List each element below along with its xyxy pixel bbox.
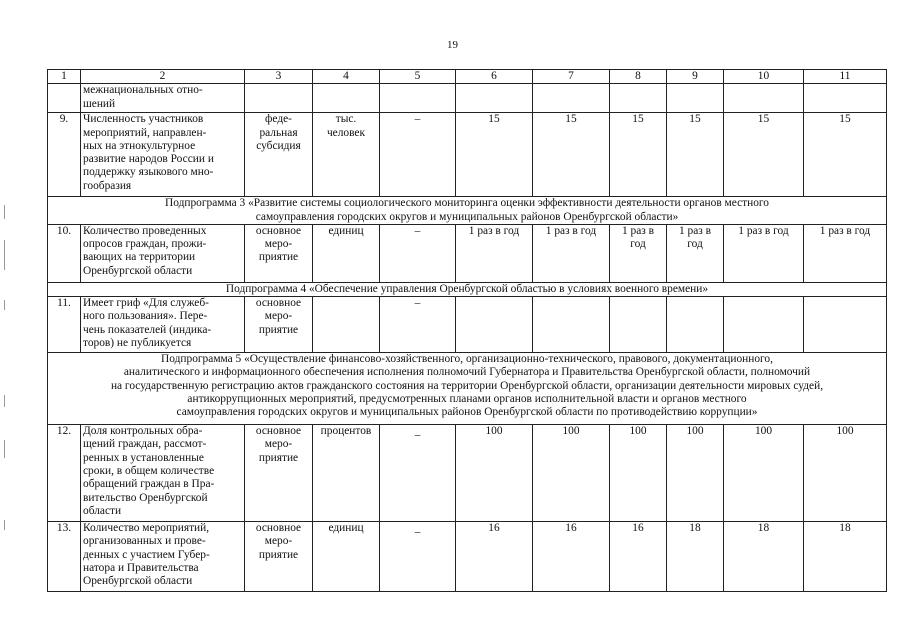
value-cell: 15 xyxy=(667,113,724,197)
base-value-cell: – xyxy=(380,224,456,282)
value-cell: 15 xyxy=(804,113,887,197)
header-cell: 11 xyxy=(804,70,887,84)
header-cell: 10 xyxy=(724,70,804,84)
value-cell: 15 xyxy=(533,113,610,197)
table-row xyxy=(48,113,887,197)
base-value-cell: – xyxy=(380,113,456,197)
value-cell: 100 xyxy=(667,425,724,522)
value-cell: 100 xyxy=(724,425,804,522)
source-cell: основное меро- приятие xyxy=(245,425,313,522)
value-cell: 1 раз в год xyxy=(456,224,533,282)
scan-margin-marks xyxy=(4,0,7,640)
value-cell: 100 xyxy=(456,425,533,522)
unit-cell xyxy=(313,297,380,353)
table-row xyxy=(48,84,887,113)
header-cell: 8 xyxy=(610,70,667,84)
header-cell: 3 xyxy=(245,70,313,84)
header-cell: 7 xyxy=(533,70,610,84)
value-cell: 16 xyxy=(456,522,533,592)
row-number: 9. xyxy=(48,113,81,197)
source-cell: основное меро- приятие xyxy=(245,522,313,592)
value-cell: 15 xyxy=(724,113,804,197)
header-cell: 4 xyxy=(313,70,380,84)
value-cell: 1 раз в год xyxy=(724,224,804,282)
value-cell: 100 xyxy=(804,425,887,522)
source-cell: основное меро- приятие xyxy=(245,297,313,353)
source-cell: основное меро- приятие xyxy=(245,224,313,282)
value-cell: 15 xyxy=(610,113,667,197)
value-cell: 1 раз в год xyxy=(533,224,610,282)
value-cell: 100 xyxy=(610,425,667,522)
indicator-name: межнациональных отно- шений xyxy=(81,84,245,113)
row-number: 13. xyxy=(48,522,81,592)
source-cell: феде- ральная субсидия xyxy=(245,113,313,197)
subprogram-title: Подпрограмма 3 «Развитие системы социологического мониторинга оценки эффективности деятельности органов местного самоуправления городских округов и муниципальных районов Оренбургской области» xyxy=(48,197,887,225)
table-row xyxy=(48,224,887,282)
subprogram-row xyxy=(48,282,887,296)
header-cell: 2 xyxy=(81,70,245,84)
table-row xyxy=(48,425,887,522)
value-cell: 100 xyxy=(533,425,610,522)
value-cell: 18 xyxy=(724,522,804,592)
unit-cell: тыс. человек xyxy=(313,113,380,197)
value-cell: 18 xyxy=(667,522,724,592)
header-cell: 6 xyxy=(456,70,533,84)
indicator-name: Доля контрольных обра- щений граждан, рассмот- ренных в установленные сроки, в общем количестве обращений граждан в Пра- вительство Оренбургской области xyxy=(81,425,245,522)
row-number: 11. xyxy=(48,297,81,353)
subprogram-row xyxy=(48,197,887,225)
base-value-cell: _ xyxy=(380,522,456,592)
subprogram-row xyxy=(48,353,887,425)
unit-cell: единиц xyxy=(313,224,380,282)
value-cell: 1 раз в год xyxy=(667,224,724,282)
table-row xyxy=(48,297,887,353)
value-cell: 18 xyxy=(804,522,887,592)
value-cell: 16 xyxy=(533,522,610,592)
page-number: 19 xyxy=(447,39,458,51)
table-row xyxy=(48,522,887,592)
header-row xyxy=(48,70,887,84)
base-value-cell: _ xyxy=(380,425,456,522)
indicator-name: Численность участников мероприятий, направлен- ных на этнокультурное развитие народов России и поддержку языкового мно- гообразия xyxy=(81,113,245,197)
subprogram-title: Подпрограмма 5 «Осуществление финансово-хозяйственного, организационно-технического, правового, документационного, аналитического и информационного обеспечения исполнения полномочий Губернатора и Правительства Оренбургской области, полномочий на государственную регистрацию актов гражданского состояния на территории Оренбургской области, организации деятельности мировых судей, антикоррупционных мероприятий, предусмотренных планами органов исполнительной власти и органов местного самоуправления городских округов и муниципальных районов Оренбургской области по противодействию коррупции» xyxy=(48,353,887,425)
header-cell: 5 xyxy=(380,70,456,84)
base-value-cell: – xyxy=(380,297,456,353)
unit-cell: процентов xyxy=(313,425,380,522)
value-cell: 1 раз в год xyxy=(610,224,667,282)
indicator-name: Количество мероприятий, организованных и прове- денных с участием Губер- натора и Правительства Оренбургской области xyxy=(81,522,245,592)
header-cell: 9 xyxy=(667,70,724,84)
row-number: 10. xyxy=(48,224,81,282)
indicator-name: Количество проведенных опросов граждан, прожи- вающих на территории Оренбургской области xyxy=(81,224,245,282)
subprogram-title: Подпрограмма 4 «Обеспечение управления Оренбургской областью в условиях военного времени» xyxy=(48,282,887,296)
value-cell: 15 xyxy=(456,113,533,197)
unit-cell: единиц xyxy=(313,522,380,592)
indicator-name: Имеет гриф «Для служеб- ного пользования». Пере- чень показателей (индика- торов) не публикуется xyxy=(81,297,245,353)
row-number: 12. xyxy=(48,425,81,522)
header-cell: 1 xyxy=(48,70,81,84)
indicators-table xyxy=(47,69,887,592)
value-cell: 16 xyxy=(610,522,667,592)
value-cell: 1 раз в год xyxy=(804,224,887,282)
